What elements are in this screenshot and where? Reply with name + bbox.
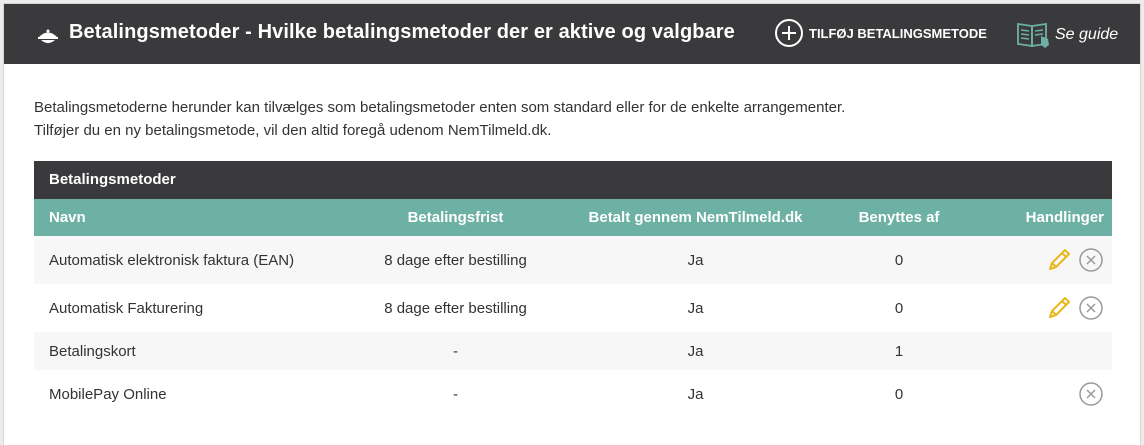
add-payment-method-button[interactable]: [774, 18, 987, 48]
table-row: [34, 370, 1112, 418]
plus-circle-icon: [774, 18, 804, 48]
cell-betalt: Ja: [687, 385, 704, 403]
cell-betalt: Ja: [687, 251, 704, 269]
cell-betalt: Ja: [687, 342, 704, 360]
pencil-icon[interactable]: [1046, 295, 1072, 321]
cell-benyttes: 0: [894, 385, 904, 403]
table-row: [34, 236, 1112, 284]
payment-methods-table: [34, 161, 1112, 418]
cell-actions: [954, 247, 1112, 273]
cell-name: Automatisk elektronisk faktura (EAN): [49, 251, 295, 269]
column-header-handlinger: Handlinger: [1025, 209, 1104, 226]
pencil-icon[interactable]: [1046, 247, 1072, 273]
cell-frist: -: [453, 385, 458, 403]
cell-frist: 8 dage efter bestilling: [384, 299, 527, 317]
cell-betalt: Ja: [687, 299, 704, 317]
dish-icon: [36, 24, 60, 48]
column-header-betalt: Betalt gennem NemTilmeld.dk: [588, 209, 803, 226]
table-row: [34, 284, 1112, 332]
table-header: [34, 199, 1112, 236]
guide-label: Se guide: [1055, 26, 1119, 43]
column-header-betalingsfrist: Betalingsfrist: [407, 209, 504, 226]
page-header: [4, 4, 1140, 64]
cell-actions: [954, 381, 1112, 407]
table-title: Betalingsmetoder: [34, 161, 1112, 199]
cell-actions: [954, 295, 1112, 321]
guide-button[interactable]: [1016, 21, 1118, 49]
intro-line-2: Tilføjer du en ny betalingsmetode, vil den altid foregå udenom NemTilmeld.dk.: [34, 122, 552, 139]
cell-benyttes: 0: [894, 251, 904, 269]
cell-frist: -: [453, 342, 458, 360]
book-icon: [1016, 21, 1050, 49]
intro-text: [34, 96, 845, 142]
table-row: [34, 332, 1112, 370]
main-panel: [3, 3, 1141, 445]
close-circle-icon[interactable]: [1078, 247, 1104, 273]
column-header-navn: Navn: [49, 209, 86, 226]
cell-benyttes: 1: [894, 342, 904, 360]
intro-line-1: Betalingsmetoderne herunder kan tilvælges som betalingsmetoder enten som standard eller for de enkelte arrangementer.: [34, 99, 846, 116]
cell-frist: 8 dage efter bestilling: [384, 251, 527, 269]
column-header-benyttes: Benyttes af: [858, 209, 940, 226]
close-circle-icon[interactable]: [1078, 381, 1104, 407]
page-title: Betalingsmetoder - Hvilke betalingsmetoder der er aktive og valgbare: [69, 21, 735, 43]
close-circle-icon[interactable]: [1078, 295, 1104, 321]
add-payment-method-label: TILFØJ BETALINGSMETODE: [809, 25, 987, 41]
cell-name: Betalingskort: [49, 342, 136, 360]
cell-benyttes: 0: [894, 299, 904, 317]
cell-name: MobilePay Online: [49, 385, 167, 403]
cell-name: Automatisk Fakturering: [49, 299, 204, 317]
